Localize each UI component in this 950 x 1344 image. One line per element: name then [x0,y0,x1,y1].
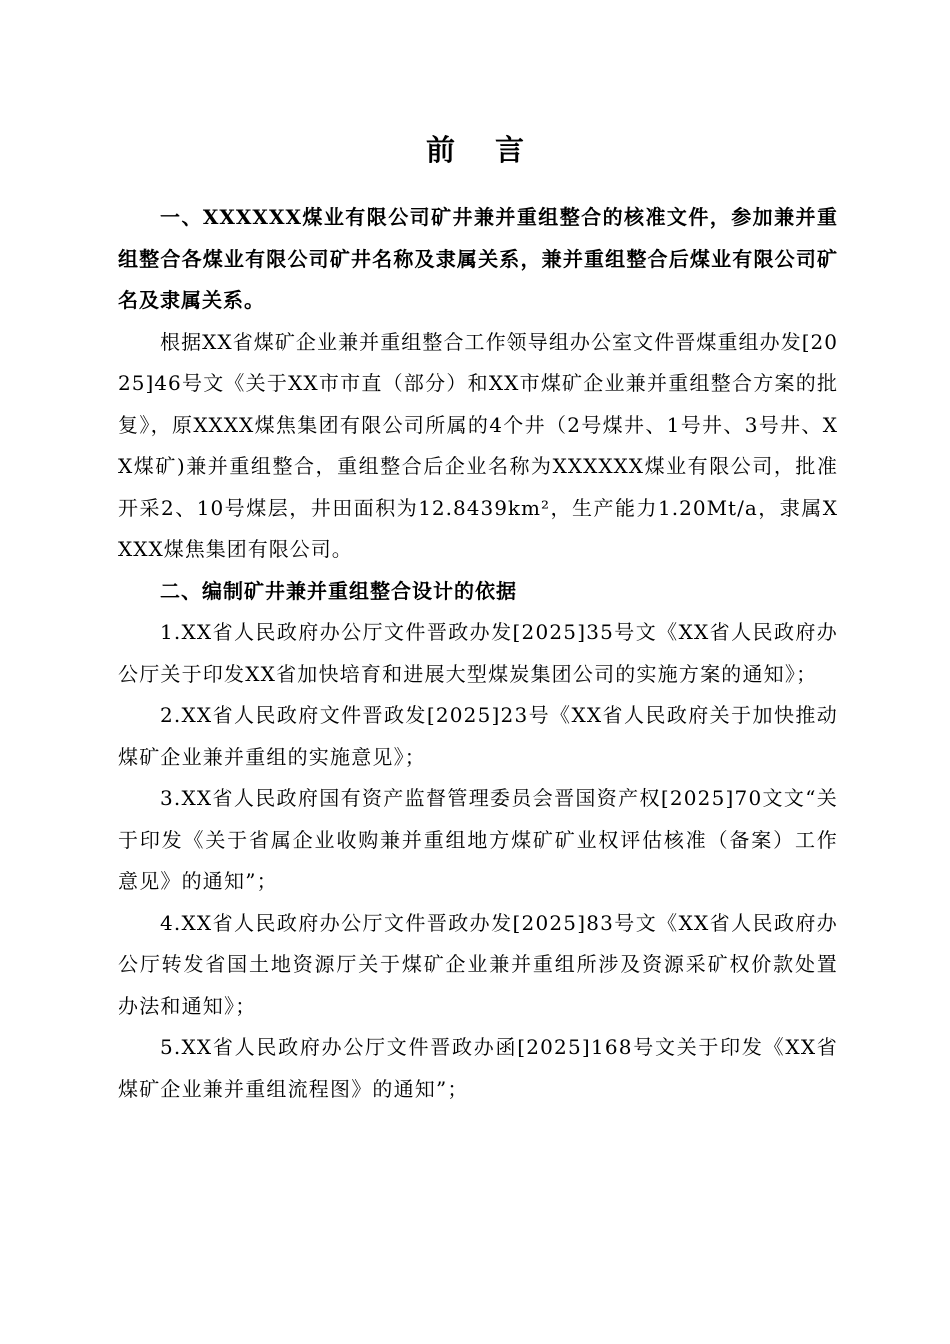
document-body [118,197,838,1110]
section-heading-1: 一、XXXXXX煤业有限公司矿井兼并重组整合的核准文件，参加兼并重组整合各煤业有限公司矿井名称及隶属关系，兼并重组整合后煤业有限公司矿名及隶属关系。 [118,205,838,312]
basis-item-1: 1.XX省人民政府办公厅文件晋政办发[2025]35号文《XX省人民政府办公厅关于印发XX省加快培育和进展大型煤炭集团公司的实施方案的通知》； [118,620,838,686]
basis-item-5: 5.XX省人民政府办公厅文件晋政办函[2025]168号文关于印发《XX省煤矿企业兼并重组流程图》的通知”； [118,1035,838,1101]
page-title: 前言 [425,133,564,167]
basis-item-3: 3.XX省人民政府国有资产监督管理委员会晋国资产权[2025]70文文“关于印发《关于省属企业收购兼并重组地方煤矿矿业权评估核准（备案）工作意见》的通知”； [118,786,838,893]
basis-item-4: 4.XX省人民政府办公厅文件晋政办发[2025]83号文《XX省人民政府办公厅转发省国土地资源厅关于煤矿企业兼并重组所涉及资源采矿权价款处置办法和通知》； [118,910,838,1018]
basis-item-2: 2.XX省人民政府文件晋政发[2025]23号《XX省人民政府关于加快推动煤矿企业兼并重组的实施意见》； [118,703,838,769]
paragraph-approval: 根据XX省煤矿企业兼并重组整合工作领导组办公室文件晋煤重组办发[2025]46号文《关于XX市市直（部分）和XX市煤矿企业兼并重组整合方案的批复》，原XXXX煤焦集团有限公司所属的4个井（2号煤井、1号井、3号井、XX煤矿)兼并重组整合，重组整合后企业名称为XXXXXX煤业有限公司，批准开采2、10号煤层，井田面积为12.8439km²，生产能力1.20Mt/a，隶属XXXX煤焦集团有限公司。 [118,329,838,561]
section-heading-2: 二、编制矿井兼并重组整合设计的依据 [160,578,517,603]
